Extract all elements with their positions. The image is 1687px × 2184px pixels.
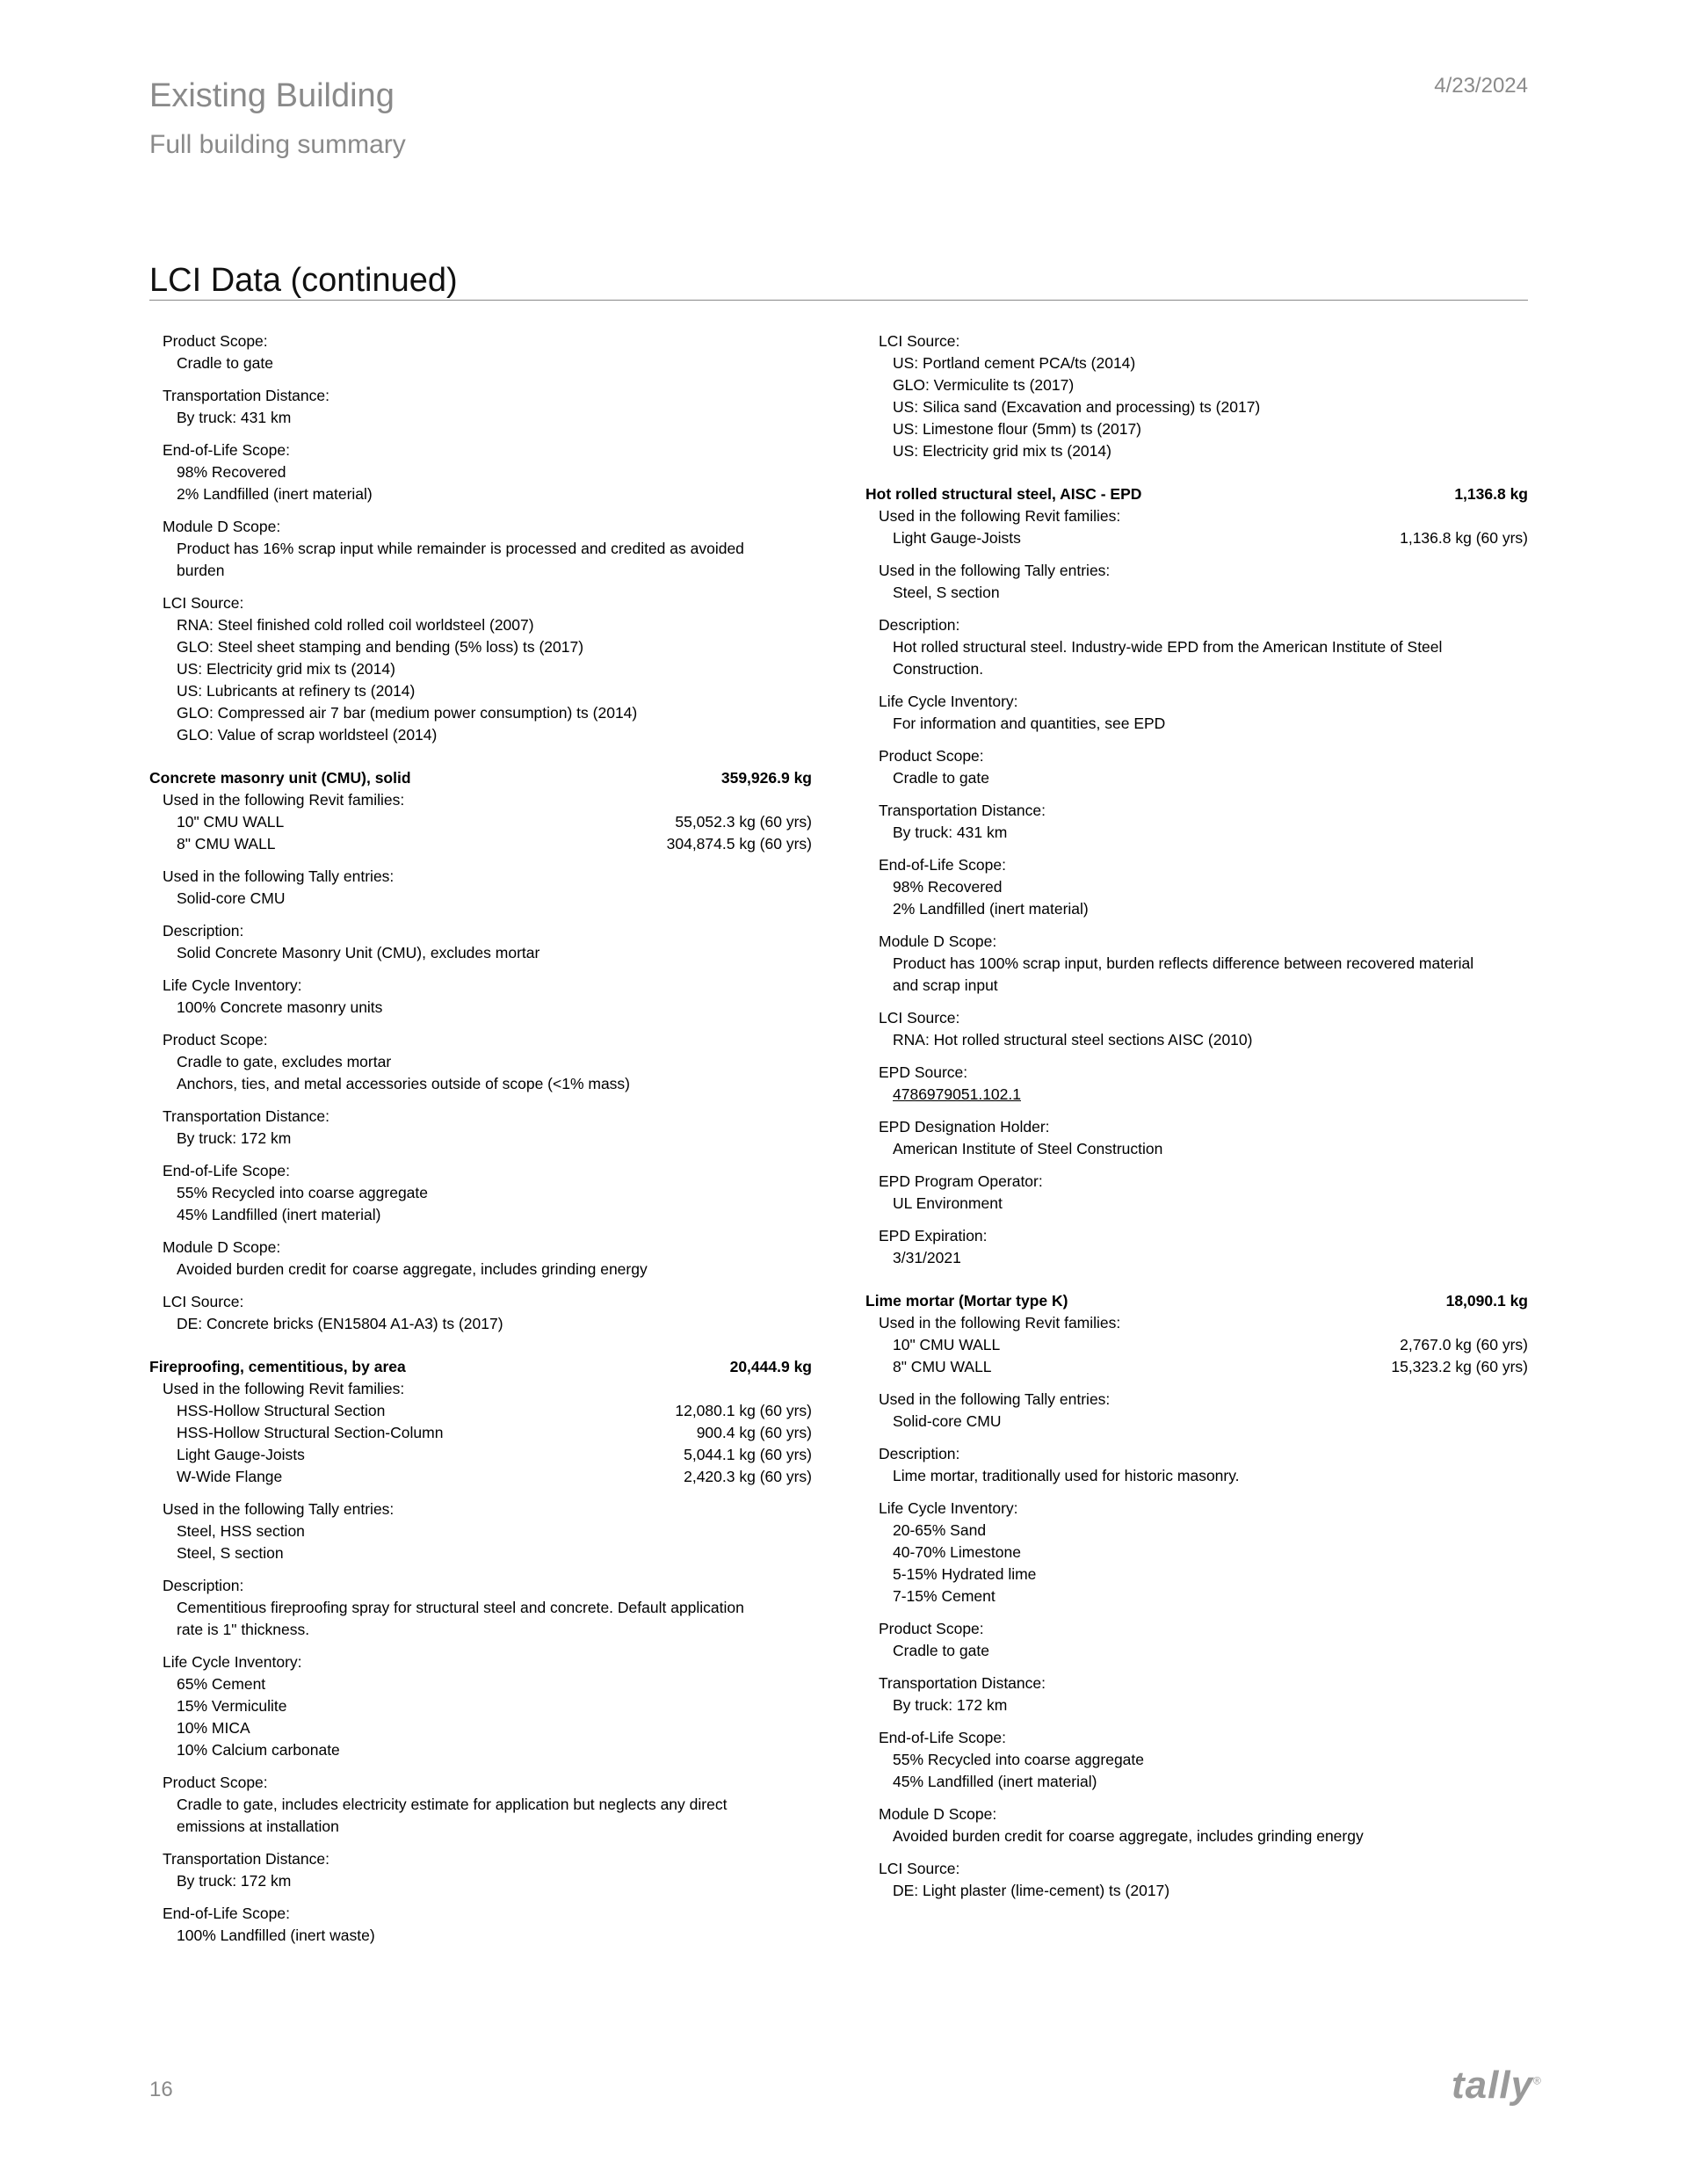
field-group bbox=[865, 1171, 1528, 1215]
field-value: 55% Recycled into coarse aggregate bbox=[177, 1184, 429, 1201]
revit-family-row bbox=[163, 833, 812, 855]
field-group bbox=[865, 1803, 1528, 1847]
field-label: LCI Source: bbox=[879, 1009, 960, 1027]
field-value: GLO: Value of scrap worldsteel (2014) bbox=[177, 726, 438, 744]
field-group bbox=[149, 1160, 812, 1226]
left-column bbox=[149, 330, 812, 1957]
field-label: Transportation Distance: bbox=[163, 387, 329, 404]
field-label: LCI Source: bbox=[163, 594, 244, 612]
material-total: 1,136.8 kg bbox=[1454, 485, 1528, 503]
material-name: Lime mortar (Mortar type K) bbox=[865, 1292, 1068, 1310]
material-name: Hot rolled structural steel, AISC - EPD bbox=[865, 485, 1142, 503]
revit-families bbox=[149, 1378, 812, 1488]
revit-family-name: 8" CMU WALL bbox=[893, 1358, 992, 1375]
field-value: By truck: 431 km bbox=[893, 824, 1008, 841]
field-group bbox=[149, 439, 812, 505]
field-value: Product has 16% scrap input while remainder is processed and credited as avoided bbox=[177, 540, 744, 557]
field-group bbox=[149, 1772, 812, 1838]
epd-source-link[interactable]: 4786979051.102.1 bbox=[893, 1085, 1021, 1103]
field-label: Life Cycle Inventory: bbox=[879, 693, 1018, 710]
tally-logo: tally® bbox=[1452, 2064, 1542, 2107]
revit-family-name: W-Wide Flange bbox=[177, 1468, 283, 1485]
field-value: RNA: Hot rolled structural steel sections AISC (2010) bbox=[893, 1031, 1253, 1048]
field-group bbox=[149, 385, 812, 429]
material-name: Concrete masonry unit (CMU), solid bbox=[149, 769, 411, 787]
section-divider bbox=[149, 300, 1528, 301]
revit-family-name: Light Gauge-Joists bbox=[893, 529, 1021, 547]
field-group bbox=[865, 1389, 1528, 1433]
revit-families bbox=[865, 505, 1528, 549]
field-value: 20-65% Sand bbox=[893, 1521, 987, 1539]
field-label: End-of-Life Scope: bbox=[879, 1729, 1006, 1746]
field-value: 100% Landfilled (inert waste) bbox=[177, 1926, 375, 1944]
field-value: Lime mortar, traditionally used for historic masonry. bbox=[893, 1467, 1240, 1484]
field-label: Module D Scope: bbox=[163, 1238, 281, 1256]
page-number: 16 bbox=[149, 2078, 173, 2101]
field-group bbox=[865, 560, 1528, 604]
field-value: US: Electricity grid mix ts (2014) bbox=[893, 442, 1111, 460]
field-value: 55% Recycled into coarse aggregate bbox=[893, 1751, 1145, 1768]
revit-family-value: 2,767.0 kg (60 yrs) bbox=[1400, 1336, 1528, 1353]
field-value: Cradle to gate, excludes mortar bbox=[177, 1053, 392, 1070]
field-label: Product Scope: bbox=[879, 747, 984, 765]
field-group bbox=[865, 745, 1528, 789]
field-label: Product Scope: bbox=[163, 1774, 268, 1791]
field-label: Description: bbox=[163, 922, 244, 940]
field-label: LCI Source: bbox=[879, 1860, 960, 1877]
field-value: Cementitious fireproofing spray for structural steel and concrete. Default application bbox=[177, 1599, 744, 1616]
field-value: American Institute of Steel Construction bbox=[893, 1140, 1163, 1157]
field-group bbox=[865, 931, 1528, 997]
field-value: Anchors, ties, and metal accessories outside of scope (<1% mass) bbox=[177, 1075, 631, 1092]
material-header bbox=[149, 1356, 812, 1378]
field-value: US: Lubricants at refinery ts (2014) bbox=[177, 682, 416, 700]
field-label: Module D Scope: bbox=[879, 1805, 997, 1823]
revit-families-label: Used in the following Revit families: bbox=[163, 791, 405, 809]
revit-family-name: Light Gauge-Joists bbox=[177, 1446, 305, 1463]
field-label: Used in the following Tally entries: bbox=[879, 562, 1111, 579]
field-value: Cradle to gate bbox=[177, 354, 273, 372]
field-value: US: Portland cement PCA/ts (2014) bbox=[893, 354, 1136, 372]
field-group bbox=[865, 1062, 1528, 1106]
field-value: Avoided burden credit for coarse aggregate, includes grinding energy bbox=[177, 1260, 648, 1278]
field-value: Steel, S section bbox=[893, 584, 1000, 601]
revit-families bbox=[865, 1312, 1528, 1378]
field-value: Steel, HSS section bbox=[177, 1522, 305, 1540]
field-label: End-of-Life Scope: bbox=[879, 856, 1006, 874]
field-label: Transportation Distance: bbox=[879, 1674, 1046, 1692]
field-group bbox=[865, 1618, 1528, 1662]
field-value: 98% Recovered bbox=[893, 878, 1003, 896]
field-group bbox=[149, 920, 812, 964]
field-label: End-of-Life Scope: bbox=[163, 1162, 290, 1179]
field-value: Hot rolled structural steel. Industry-wide EPD from the American Institute of Steel bbox=[893, 638, 1443, 656]
field-group bbox=[149, 330, 812, 374]
field-value: Construction. bbox=[893, 660, 984, 678]
field-value: By truck: 172 km bbox=[177, 1129, 292, 1147]
field-group bbox=[149, 1106, 812, 1150]
field-value: 45% Landfilled (inert material) bbox=[893, 1773, 1097, 1790]
field-value: GLO: Compressed air 7 bar (medium power consumption) ts (2014) bbox=[177, 704, 638, 722]
revit-family-name: 10" CMU WALL bbox=[893, 1336, 1001, 1353]
field-group bbox=[865, 330, 1528, 462]
field-label: LCI Source: bbox=[163, 1293, 244, 1310]
field-value: burden bbox=[177, 562, 225, 579]
revit-family-value: 304,874.5 kg (60 yrs) bbox=[666, 835, 812, 853]
revit-family-name: 8" CMU WALL bbox=[177, 835, 276, 853]
field-group bbox=[149, 1848, 812, 1892]
field-group bbox=[865, 1672, 1528, 1716]
field-value: Cradle to gate bbox=[893, 769, 989, 787]
field-group bbox=[149, 592, 812, 746]
field-label: Module D Scope: bbox=[163, 518, 281, 535]
revit-family-value: 15,323.2 kg (60 yrs) bbox=[1391, 1358, 1528, 1375]
field-value: Cradle to gate bbox=[893, 1642, 989, 1659]
field-group bbox=[149, 1029, 812, 1095]
revit-family-row bbox=[879, 527, 1528, 549]
field-value: 65% Cement bbox=[177, 1675, 266, 1693]
document-date: 4/23/2024 bbox=[1434, 74, 1528, 98]
revit-families-label: Used in the following Revit families: bbox=[879, 1314, 1121, 1331]
field-label: EPD Source: bbox=[879, 1063, 968, 1081]
revit-family-row bbox=[163, 811, 812, 833]
revit-families-label: Used in the following Revit families: bbox=[163, 1380, 405, 1397]
field-value: emissions at installation bbox=[177, 1818, 339, 1835]
field-group bbox=[865, 800, 1528, 844]
revit-family-row bbox=[879, 1334, 1528, 1356]
revit-families-label: Used in the following Revit families: bbox=[879, 507, 1121, 525]
field-value: Solid Concrete Masonry Unit (CMU), excludes mortar bbox=[177, 944, 540, 961]
field-value: By truck: 172 km bbox=[893, 1696, 1008, 1714]
field-value: 7-15% Cement bbox=[893, 1587, 996, 1605]
revit-families bbox=[149, 789, 812, 855]
field-value: 100% Concrete masonry units bbox=[177, 998, 383, 1016]
revit-family-row bbox=[879, 1356, 1528, 1378]
field-value: DE: Light plaster (lime-cement) ts (2017) bbox=[893, 1882, 1170, 1899]
revit-family-row bbox=[163, 1422, 812, 1444]
section-title: LCI Data (continued) bbox=[149, 262, 458, 299]
field-value: By truck: 431 km bbox=[177, 409, 292, 426]
field-group bbox=[149, 866, 812, 910]
field-label: LCI Source: bbox=[879, 332, 960, 350]
field-label: Description: bbox=[163, 1577, 244, 1594]
field-value: DE: Concrete bricks (EN15804 A1-A3) ts (2017) bbox=[177, 1315, 503, 1332]
field-group bbox=[149, 975, 812, 1019]
field-label: Transportation Distance: bbox=[163, 1850, 329, 1868]
field-value: 45% Landfilled (inert material) bbox=[177, 1206, 381, 1223]
field-label: Product Scope: bbox=[879, 1620, 984, 1637]
field-value: Product has 100% scrap input, burden reflects difference between recovered material bbox=[893, 954, 1474, 972]
document-title: Existing Building bbox=[149, 77, 395, 114]
revit-family-value: 55,052.3 kg (60 yrs) bbox=[675, 813, 812, 831]
field-label: Used in the following Tally entries: bbox=[163, 867, 395, 885]
field-label: End-of-Life Scope: bbox=[163, 1905, 290, 1922]
field-label: Product Scope: bbox=[163, 332, 268, 350]
material-total: 359,926.9 kg bbox=[720, 769, 812, 787]
material-total: 20,444.9 kg bbox=[729, 1358, 812, 1375]
field-value: RNA: Steel finished cold rolled coil worldsteel (2007) bbox=[177, 616, 534, 634]
revit-family-value: 900.4 kg (60 yrs) bbox=[696, 1424, 812, 1441]
field-group bbox=[865, 1858, 1528, 1902]
revit-family-name: HSS-Hollow Structural Section bbox=[177, 1402, 386, 1419]
revit-family-name: 10" CMU WALL bbox=[177, 813, 285, 831]
field-value: By truck: 172 km bbox=[177, 1872, 292, 1890]
field-group bbox=[865, 1727, 1528, 1793]
revit-family-value: 2,420.3 kg (60 yrs) bbox=[684, 1468, 812, 1485]
field-group bbox=[865, 614, 1528, 680]
field-value: and scrap input bbox=[893, 976, 998, 994]
material-header bbox=[149, 767, 812, 789]
field-value: For information and quantities, see EPD bbox=[893, 715, 1166, 732]
revit-family-value: 1,136.8 kg (60 yrs) bbox=[1400, 529, 1528, 547]
field-value: Cradle to gate, includes electricity estimate for application but neglects any direct bbox=[177, 1796, 728, 1813]
field-value: US: Limestone flour (5mm) ts (2017) bbox=[893, 420, 1142, 438]
field-group bbox=[149, 1237, 812, 1281]
document-subtitle: Full building summary bbox=[149, 130, 406, 159]
field-value: 2% Landfilled (inert material) bbox=[177, 485, 373, 503]
field-label: Product Scope: bbox=[163, 1031, 268, 1048]
revit-family-name: HSS-Hollow Structural Section-Column bbox=[177, 1424, 444, 1441]
field-group bbox=[149, 1291, 812, 1335]
field-value: Solid-core CMU bbox=[893, 1412, 1002, 1430]
field-group bbox=[865, 1498, 1528, 1607]
field-group bbox=[865, 691, 1528, 735]
field-group bbox=[865, 1007, 1528, 1051]
field-value: US: Electricity grid mix ts (2014) bbox=[177, 660, 395, 678]
field-label: Life Cycle Inventory: bbox=[163, 1653, 302, 1671]
field-value: 3/31/2021 bbox=[893, 1249, 961, 1266]
field-label: Transportation Distance: bbox=[879, 802, 1046, 819]
field-label: Transportation Distance: bbox=[163, 1107, 329, 1125]
field-value: Steel, S section bbox=[177, 1544, 284, 1562]
right-column bbox=[865, 330, 1528, 1912]
field-value: 10% MICA bbox=[177, 1719, 250, 1737]
field-label: EPD Designation Holder: bbox=[879, 1118, 1050, 1136]
field-label: Description: bbox=[879, 1445, 960, 1462]
field-value: 10% Calcium carbonate bbox=[177, 1741, 340, 1759]
field-value: GLO: Steel sheet stamping and bending (5% loss) ts (2017) bbox=[177, 638, 584, 656]
revit-family-row bbox=[163, 1400, 812, 1422]
revit-family-value: 12,080.1 kg (60 yrs) bbox=[675, 1402, 812, 1419]
field-value: 5-15% Hydrated lime bbox=[893, 1565, 1037, 1583]
field-label: Life Cycle Inventory: bbox=[163, 976, 302, 994]
field-value: 15% Vermiculite bbox=[177, 1697, 287, 1715]
material-header bbox=[865, 483, 1528, 505]
material-total: 18,090.1 kg bbox=[1445, 1292, 1528, 1310]
material-header bbox=[865, 1290, 1528, 1312]
field-group bbox=[149, 1575, 812, 1641]
field-value: GLO: Vermiculite ts (2017) bbox=[893, 376, 1075, 394]
field-value: Solid-core CMU bbox=[177, 889, 286, 907]
field-label: Module D Scope: bbox=[879, 932, 997, 950]
field-label: Used in the following Tally entries: bbox=[163, 1500, 395, 1518]
field-group bbox=[149, 1903, 812, 1947]
field-value: rate is 1" thickness. bbox=[177, 1621, 310, 1638]
revit-family-row bbox=[163, 1444, 812, 1466]
field-label: Used in the following Tally entries: bbox=[879, 1390, 1111, 1408]
field-label: End-of-Life Scope: bbox=[163, 441, 290, 459]
field-group bbox=[149, 1651, 812, 1761]
field-label: Life Cycle Inventory: bbox=[879, 1499, 1018, 1517]
field-value: Avoided burden credit for coarse aggregate, includes grinding energy bbox=[893, 1827, 1364, 1845]
field-group bbox=[149, 1498, 812, 1564]
field-value: UL Environment bbox=[893, 1194, 1003, 1212]
field-label: EPD Expiration: bbox=[879, 1227, 988, 1244]
revit-family-row bbox=[163, 1466, 812, 1488]
field-value: 40-70% Limestone bbox=[893, 1543, 1021, 1561]
field-label: EPD Program Operator: bbox=[879, 1172, 1043, 1190]
field-group bbox=[865, 1443, 1528, 1487]
field-group bbox=[149, 516, 812, 582]
field-value: US: Silica sand (Excavation and processing) ts (2017) bbox=[893, 398, 1261, 416]
field-group bbox=[865, 854, 1528, 920]
field-group bbox=[865, 1225, 1528, 1269]
field-label: Description: bbox=[879, 616, 960, 634]
revit-family-value: 5,044.1 kg (60 yrs) bbox=[684, 1446, 812, 1463]
field-value: 2% Landfilled (inert material) bbox=[893, 900, 1089, 918]
material-name: Fireproofing, cementitious, by area bbox=[149, 1358, 406, 1375]
field-value: 98% Recovered bbox=[177, 463, 286, 481]
field-group bbox=[865, 1116, 1528, 1160]
